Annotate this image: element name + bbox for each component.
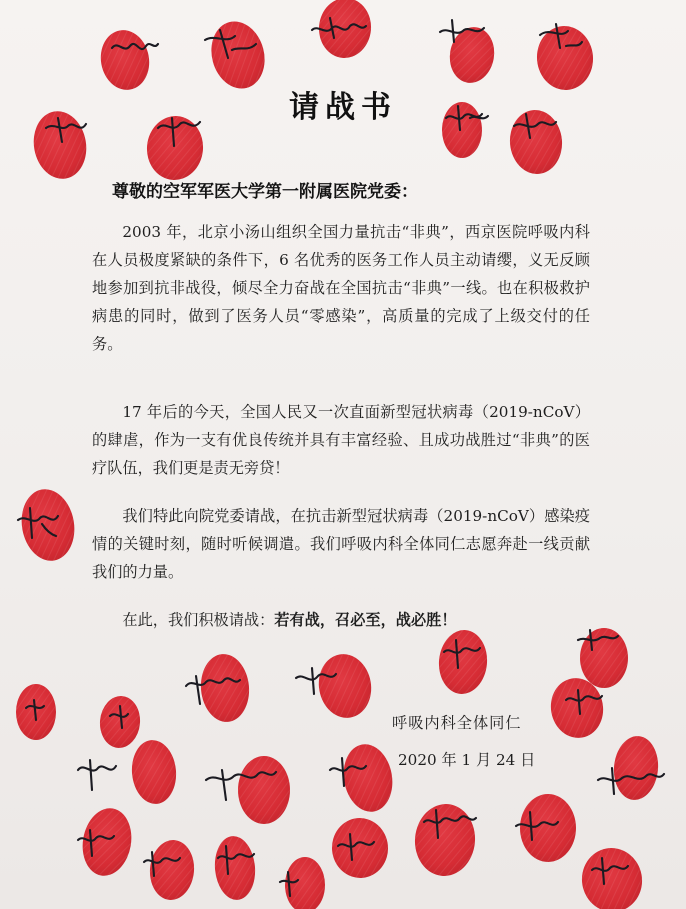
fingerprint-ridge-texture bbox=[338, 740, 397, 815]
fingerprint-ridge-texture bbox=[16, 485, 80, 565]
fingerprint-ridge-texture bbox=[212, 834, 257, 901]
fingerprint-ridge-texture bbox=[198, 652, 252, 724]
fingerprint-ridge-texture bbox=[238, 756, 290, 824]
fingerprint-ridge-texture bbox=[577, 843, 647, 909]
fingerprint-ridge-texture bbox=[147, 838, 196, 902]
closing-paragraph bbox=[92, 606, 590, 634]
fingerprint-ridge-texture bbox=[436, 628, 489, 696]
signature-date: 2020 年 1 月 24 日 bbox=[398, 751, 536, 769]
paragraph-2: 17 年后的今天，全国人民又一次直面新型冠状病毒（2019-nCoV）的肆虐，作为一支有优良传统并具有丰富经验、且成功战胜过“非典”的医疗队伍，我们更是责无旁贷！ bbox=[92, 403, 590, 477]
fingerprint-ridge-texture bbox=[314, 650, 376, 722]
salutation: 尊敬的空军军医大学第一附属医院党委： bbox=[112, 182, 418, 202]
fingerprint-ridge-texture bbox=[329, 816, 390, 881]
handwritten-signature bbox=[78, 760, 116, 790]
closing-slogan: 若有战，召必至，战必胜！ bbox=[274, 611, 457, 629]
signature-organization: 呼吸内科全体同仁 bbox=[392, 714, 522, 732]
paragraph-3: 我们特此向院党委请战，在抗击新型冠状病毒（2019-nCoV）感染疫情的关键时刻，随时听候调遣。我们呼吸内科全体同仁志愿奔赴一线贡献我们的力量。 bbox=[92, 507, 590, 581]
fingerprint-ridge-texture bbox=[611, 734, 660, 802]
fingerprint-ridge-texture bbox=[520, 794, 576, 862]
document-title: 请战书 bbox=[289, 90, 397, 125]
closing-prefix: 在此，我们积极请战： bbox=[122, 611, 275, 629]
fingerprint-ridge-texture bbox=[98, 694, 142, 749]
paragraph-1: 2003 年，北京小汤山组织全国力量抗击“非典”，西京医院呼吸内科在人员极度紧缺的条件下，6 名优秀的医务工作人员主动请缨，义无反顾地参加到抗非战役，倾尽全力奋战在全国抗击“非典”一线。也在积极救护病患的同时，做到了医务人员“零感染”，高质量的完成了上级交付的任务。 bbox=[92, 223, 590, 353]
fingerprint-ridge-texture bbox=[412, 802, 478, 879]
fingerprint-ridge-texture bbox=[77, 804, 136, 879]
fingerprint-ridge-texture bbox=[129, 738, 178, 806]
